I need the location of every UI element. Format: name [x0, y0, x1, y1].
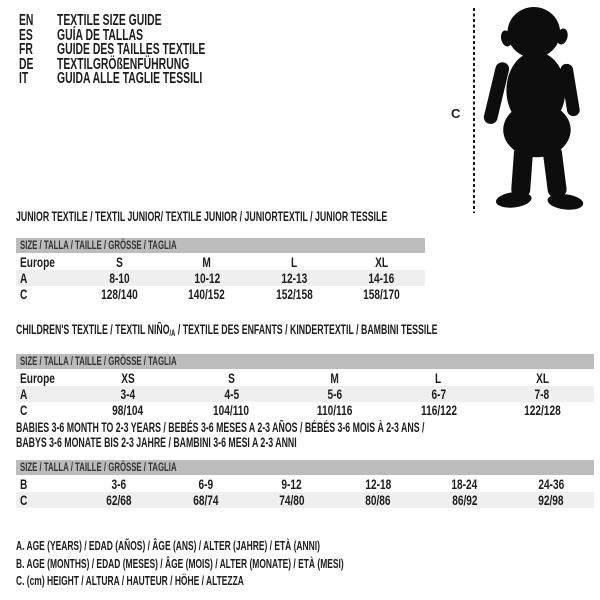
size-cell: 18-24: [451, 476, 478, 492]
language-code: ES: [19, 26, 33, 44]
row-label: C: [20, 492, 28, 508]
language-code: EN: [19, 12, 34, 29]
baby-head: [507, 7, 560, 58]
footnote: C. (cm) HEIGHT / ALTURA / HAUTEUR / HÖHE / ALTEZZA: [16, 573, 244, 588]
size-cell: 62/68: [106, 492, 132, 508]
size-header-bar: [16, 238, 425, 253]
table-row: [16, 254, 425, 270]
size-cell: 12-18: [365, 476, 392, 492]
table-row: [16, 476, 594, 492]
size-cell: 140/152: [188, 286, 226, 302]
junior-table: [16, 254, 425, 302]
row-label: Europe: [20, 254, 55, 270]
language-title: GUIDE DES TAILLES TEXTILE: [57, 41, 206, 59]
children-table: [16, 370, 594, 418]
height-measure-label: C: [451, 106, 461, 121]
size-cell: 3-4: [120, 386, 136, 402]
size-cell: 10-12: [193, 270, 220, 286]
size-cell: 92/98: [538, 492, 564, 508]
size-cell: 86/92: [451, 492, 478, 508]
row-label: C: [20, 402, 28, 418]
size-cell: 8-10: [109, 270, 130, 286]
language-list: [19, 14, 285, 87]
size-cell: 4-5: [224, 386, 239, 402]
size-header-bar: [16, 460, 594, 475]
size-cell: 14-16: [368, 270, 395, 286]
table-title-text: JUNIOR TEXTILE / TEXTIL JUNIOR/ TEXTILE JUNIOR / JUNIORTEXTIL / JUNIOR TESSILE: [16, 209, 388, 224]
row-label: A: [20, 386, 28, 402]
size-header-text: SIZE / TALLA / TAILLE / GRÖSSE / TAGLIA: [20, 460, 177, 474]
size-cell: S: [116, 254, 123, 270]
size-cell: 98/104: [112, 402, 144, 418]
size-cell: 6-7: [431, 386, 446, 402]
table-title-line1: BABIES 3-6 MONTH TO 2-3 YEARS / BEBÉS 3-6 MESES A 2-3 AÑOS / BÉBÉS 3-6 MOIS À 2-3 ANS /: [16, 420, 425, 435]
title-subscript: /A: [169, 328, 176, 338]
footnote: B. AGE (MONTHS) / EDAD (MESES) / ÂGE (MOIS) / ALTER (MONATE) / ETÀ (MESI): [16, 555, 344, 571]
table-title: [16, 420, 594, 450]
size-cell: M: [330, 370, 340, 386]
size-cell: 74/80: [279, 492, 305, 508]
size-cell: XL: [535, 370, 549, 386]
size-cell: 5-6: [327, 386, 343, 402]
size-cell: 110/116: [317, 402, 353, 418]
size-cell: L: [435, 370, 442, 386]
table-title-line2: BABYS 3-6 MONATE BIS 2-3 JAHRE / BAMBINI 3-6 MESI A 2-3 ANNI: [16, 435, 297, 450]
language-title: GUIDA ALLE TAGLIE TESSILI: [57, 70, 203, 88]
size-cell: 7-8: [534, 386, 550, 402]
language-row: [19, 72, 285, 87]
size-cell: 80/86: [365, 492, 391, 508]
size-cell: 6-9: [198, 476, 213, 492]
footnotes: [16, 537, 520, 590]
size-cell: 12-13: [281, 270, 308, 286]
size-table-children: [16, 323, 594, 418]
size-cell: 128/140: [101, 286, 138, 302]
size-cell: XS: [121, 370, 135, 386]
height-measure-dashed-line: [473, 8, 475, 213]
table-title: [16, 323, 594, 340]
size-header-text: SIZE / TALLA / TAILLE / GRÖSSE / TAGLIA: [20, 238, 177, 252]
babies-table: [16, 476, 594, 508]
size-header-text: SIZE / TALLA / TAILLE / GRÖSSE / TAGLIA: [20, 354, 177, 368]
size-table-junior: [16, 210, 425, 302]
baby-leg-left: [511, 144, 534, 198]
size-cell: 24-36: [537, 476, 564, 492]
size-cell: 9-12: [281, 476, 302, 492]
size-header-bar: [16, 354, 594, 369]
title-pre: CHILDREN'S TEXTILE / TEXTIL NIÑO: [16, 322, 170, 337]
table-row: [16, 402, 594, 418]
language-code: FR: [19, 41, 33, 59]
footnote: A. AGE (YEARS) / EDAD (AÑOS) / ÂGE (ANS) / ALTER (JAHRE) / ETÀ (ANNI): [16, 538, 320, 553]
row-label: A: [20, 270, 28, 286]
size-cell: 122/128: [523, 402, 561, 418]
size-cell: 3-6: [111, 476, 127, 492]
row-label: B: [20, 476, 28, 492]
table-row: [16, 270, 425, 286]
row-label: C: [20, 286, 28, 302]
size-cell: S: [228, 370, 235, 386]
size-cell: XL: [374, 254, 388, 270]
language-title: GUÍA DE TALLAS: [57, 26, 144, 44]
table-row: [16, 386, 594, 402]
size-cell: 104/110: [213, 402, 250, 418]
size-cell: 158/170: [363, 286, 400, 302]
size-table-babies: [16, 420, 594, 508]
table-row: [16, 370, 594, 386]
baby-arm-left: [482, 61, 510, 125]
title-post: / TEXTILE DES ENFANTS / KINDERTEXTIL / BAMBINI TESSILE: [175, 322, 438, 337]
size-cell: 68/74: [192, 492, 219, 508]
table-row: [16, 492, 594, 508]
size-cell: 116/122: [420, 402, 457, 418]
size-cell: M: [202, 254, 212, 270]
table-title: [16, 210, 425, 224]
table-title-text: [16, 323, 438, 340]
size-cell: 152/158: [275, 286, 313, 302]
baby-silhouette-image: [479, 5, 597, 210]
language-title: TEXTILGRÖßENFÜHRUNG: [57, 55, 190, 73]
language-code: IT: [19, 70, 29, 88]
language-title: TEXTILE SIZE GUIDE: [57, 12, 162, 29]
row-label: Europe: [20, 370, 55, 386]
baby-leg-right: [542, 144, 567, 199]
language-code: DE: [19, 55, 34, 73]
size-cell: L: [291, 254, 298, 270]
table-row: [16, 286, 425, 302]
